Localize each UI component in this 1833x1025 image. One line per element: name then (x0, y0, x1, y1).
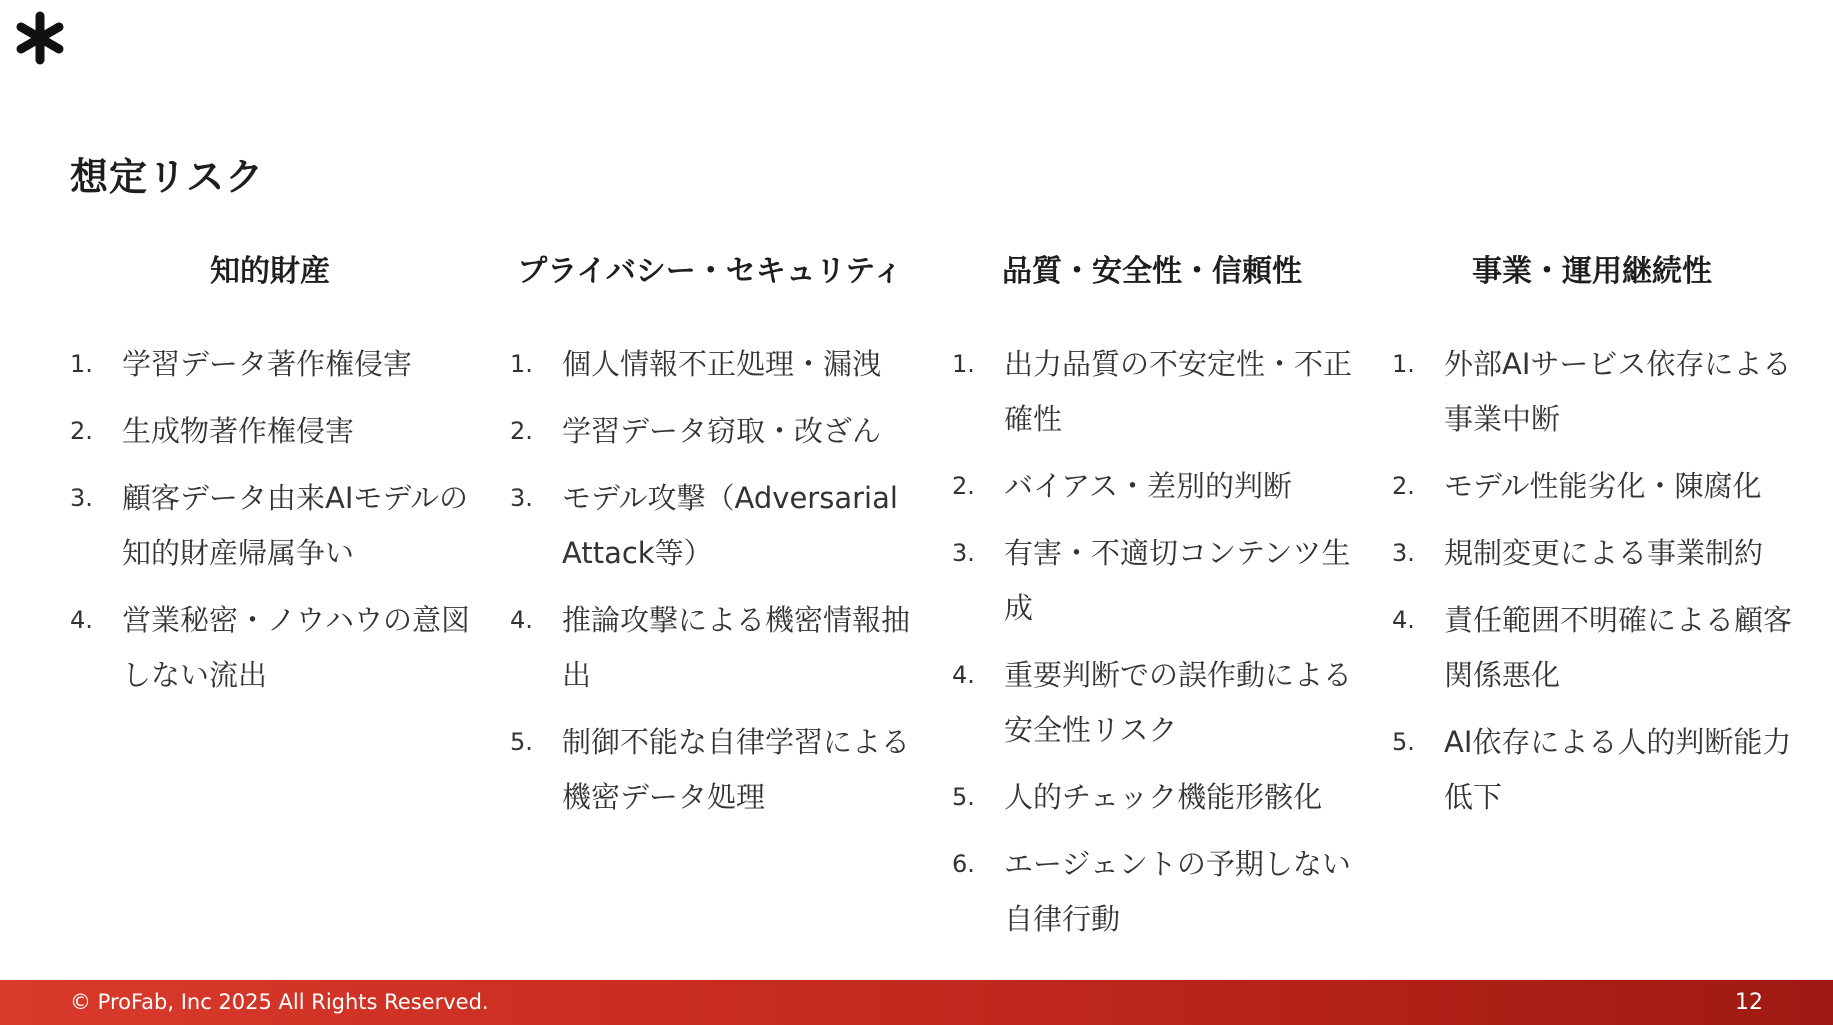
list-item (510, 593, 910, 703)
item-number: 4. (70, 606, 93, 634)
column-heading: 知的財産 (210, 254, 330, 289)
item-text: 個人情報不正処理・漏洩 (562, 347, 882, 381)
risk-column-quality-safety-reliability (952, 252, 1352, 959)
item-number: 2. (1392, 472, 1415, 500)
asterisk-logo-icon (12, 10, 68, 66)
list-item (510, 337, 910, 392)
risk-list (1392, 337, 1792, 825)
list-item (1392, 337, 1792, 447)
item-text: エージェントの予期しない自律行動 (1004, 847, 1351, 936)
column-heading: プライバシー・セキュリティ (517, 254, 903, 289)
risk-list (952, 337, 1352, 947)
list-item (952, 337, 1352, 447)
list-item (1392, 593, 1792, 703)
item-number: 2. (510, 417, 533, 445)
item-number: 6. (952, 850, 975, 878)
item-text: バイアス・差別的判断 (1004, 469, 1292, 503)
item-text: 制御不能な自律学習による機密データ処理 (562, 725, 911, 814)
item-text: 責任範囲不明確による顧客関係悪化 (1444, 603, 1793, 692)
item-text: 推論攻撃による機密情報抽出 (562, 603, 911, 692)
page-title: 想定リスク (70, 155, 265, 199)
list-item (952, 648, 1352, 758)
item-text: 営業秘密・ノウハウの意図しない流出 (122, 603, 471, 692)
list-item (510, 404, 910, 459)
list-item (70, 593, 470, 703)
list-item (1392, 715, 1792, 825)
list-item (952, 459, 1352, 514)
item-number: 5. (510, 728, 533, 756)
item-text: 人的チェック機能形骸化 (1004, 780, 1323, 814)
item-number: 4. (510, 606, 533, 634)
risk-column-privacy-security (510, 252, 910, 837)
item-number: 3. (952, 539, 975, 567)
list-item (952, 837, 1352, 947)
item-text: 学習データ著作権侵害 (122, 347, 413, 381)
list-item (952, 770, 1352, 825)
item-number: 1. (952, 350, 975, 378)
item-number: 2. (952, 472, 975, 500)
item-text: モデル性能劣化・陳腐化 (1444, 469, 1762, 503)
footer-bar (0, 980, 1833, 1025)
list-item (510, 471, 910, 581)
item-text: 有害・不適切コンテンツ生成 (1004, 536, 1351, 625)
item-text: 顧客データ由来AIモデルの知的財産帰属争い (122, 481, 468, 570)
item-number: 5. (1392, 728, 1415, 756)
risk-list (510, 337, 910, 825)
list-item (1392, 526, 1792, 581)
footer-copyright: © ProFab, Inc 2025 All Rights Reserved. (70, 990, 489, 1014)
item-number: 1. (1392, 350, 1415, 378)
page-number: 12 (1735, 990, 1763, 1015)
list-item (952, 526, 1352, 636)
list-item (70, 471, 470, 581)
item-text: AI依存による人的判断能力低下 (1444, 725, 1792, 814)
item-number: 3. (510, 484, 533, 512)
item-text: 規制変更による事業制約 (1444, 536, 1764, 570)
item-number: 5. (952, 783, 975, 811)
list-item (510, 715, 910, 825)
item-text: 出力品質の不安定性・不正確性 (1004, 347, 1353, 436)
item-text: 生成物著作権侵害 (122, 414, 355, 448)
item-number: 4. (1392, 606, 1415, 634)
item-text: モデル攻撃（Adversarial Attack等） (562, 481, 898, 570)
item-text: 重要判断での誤作動による安全性リスク (1004, 658, 1353, 747)
risk-column-intellectual-property (70, 252, 470, 715)
item-text: 外部AIサービス依存による事業中断 (1444, 347, 1792, 436)
item-number: 4. (952, 661, 975, 689)
risk-column-business-continuity (1392, 252, 1792, 837)
item-number: 2. (70, 417, 93, 445)
item-text: 学習データ窃取・改ざん (562, 414, 882, 448)
item-number: 1. (70, 350, 93, 378)
risk-list (70, 337, 470, 703)
column-heading: 品質・安全性・信頼性 (1002, 254, 1302, 289)
list-item (1392, 459, 1792, 514)
item-number: 3. (1392, 539, 1415, 567)
list-item (70, 337, 470, 392)
item-number: 1. (510, 350, 533, 378)
column-heading: 事業・運用継続性 (1472, 254, 1712, 289)
list-item (70, 404, 470, 459)
item-number: 3. (70, 484, 93, 512)
